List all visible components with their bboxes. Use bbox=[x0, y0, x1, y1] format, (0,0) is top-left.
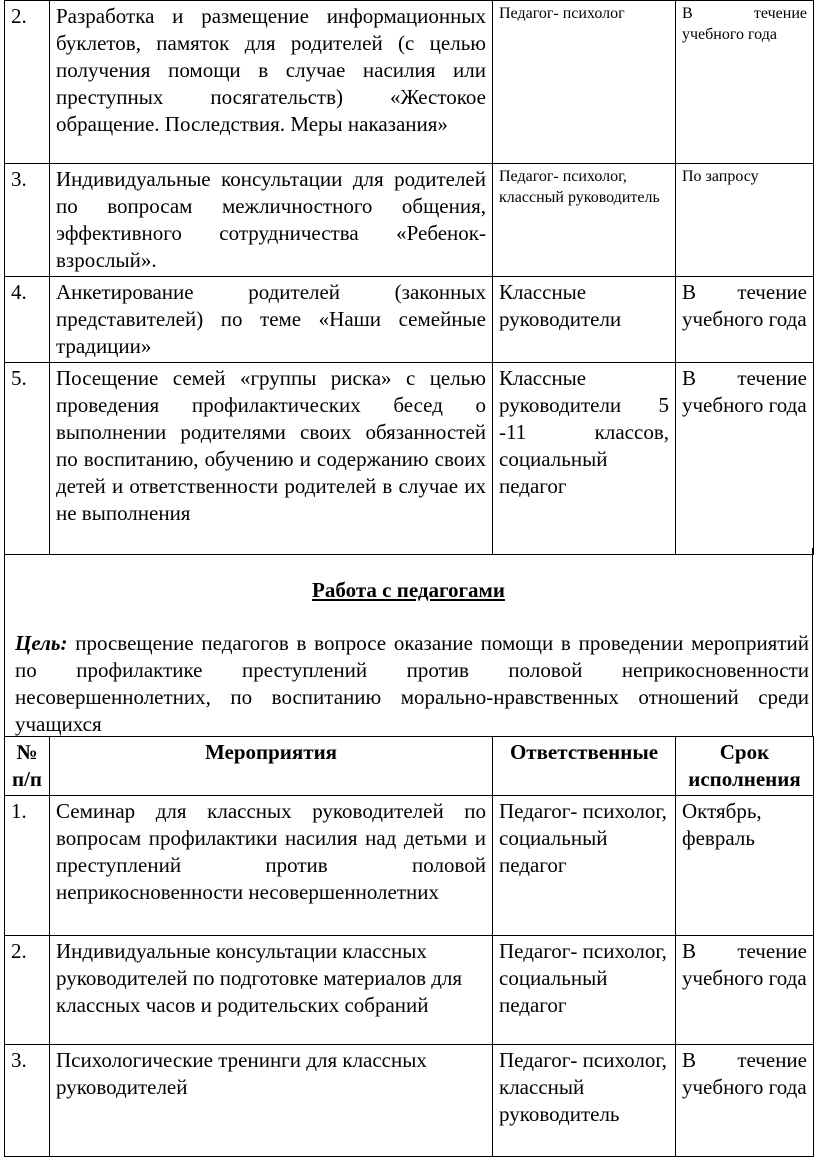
responsible-cell: Педагог- психолог, классный руководитель bbox=[493, 1045, 676, 1157]
table-header-row bbox=[5, 737, 814, 796]
table-row bbox=[5, 936, 814, 1045]
responsible-cell: Классные руководители bbox=[493, 277, 676, 363]
responsible-cell: Педагог- психолог, социальный педагог bbox=[493, 936, 676, 1045]
parents-work-table bbox=[4, 0, 814, 555]
term-cell: По запросу bbox=[676, 164, 814, 277]
term-cell: Октябрь, февраль bbox=[676, 796, 814, 936]
term-cell: В течение учебного года bbox=[676, 363, 814, 555]
table-row bbox=[5, 164, 814, 277]
table-row bbox=[5, 1, 814, 164]
row-number: 2. bbox=[5, 936, 50, 1045]
row-number: 4. bbox=[5, 277, 50, 363]
section-title: Работа с педагогами bbox=[312, 578, 505, 602]
teachers-work-table bbox=[4, 736, 814, 1157]
activity-cell: Посещение семей «группы риска» с целью проведения профилактических бесед о выполнении родителями своих обязанностей по воспитанию, обучению и содержанию своих детей и ответственности родителей в случае их не выполнения bbox=[50, 363, 493, 555]
header-num: № п/п bbox=[5, 737, 50, 796]
activity-cell: Индивидуальные консультации для родителей по вопросам межличностного общения, эффективного сотрудничества «Ребенок-взрослый». bbox=[50, 164, 493, 277]
responsible-cell: Педагог- психолог bbox=[493, 1, 676, 164]
row-number: 2. bbox=[5, 1, 50, 164]
row-number: 3. bbox=[5, 1045, 50, 1157]
activity-cell: Разработка и размещение информационных буклетов, памяток для родителей (с целью получения помощи в случае насилия или преступных посягательств) «Жестокое обращение. Последствия. Меры наказания» bbox=[50, 1, 493, 164]
term-cell: В течение учебного года bbox=[676, 277, 814, 363]
row-number: 5. bbox=[5, 363, 50, 555]
row-number: 1. bbox=[5, 796, 50, 936]
header-responsible: Ответственные bbox=[493, 737, 676, 796]
section-goal bbox=[15, 630, 809, 738]
term-cell: В течение учебного года bbox=[676, 936, 814, 1045]
header-term: Срок исполнения bbox=[676, 737, 814, 796]
activity-cell: Семинар для классных руководителей по вопросам профилактики насилия над детьми и преступлений против половой неприкосновенности несовершеннолетних bbox=[50, 796, 493, 936]
section-block bbox=[4, 548, 813, 736]
activity-cell: Индивидуальные консультации классных руководителей по подготовке материалов для классных часов и родительских собраний bbox=[50, 936, 493, 1045]
term-cell: В течение учебного года bbox=[676, 1, 814, 164]
activity-cell: Психологические тренинги для классных руководителей bbox=[50, 1045, 493, 1157]
goal-label: Цель: bbox=[15, 631, 68, 655]
table-row bbox=[5, 1045, 814, 1157]
term-cell: В течение учебного года bbox=[676, 1045, 814, 1157]
goal-text: просвещение педагогов в вопросе оказание помощи в проведении мероприятий по профилактике преступлений против половой неприкосновенности несовершеннолетних, по воспитанию морально-нравственных отношений среди учащихся bbox=[15, 631, 809, 736]
table-row bbox=[5, 277, 814, 363]
table-row bbox=[5, 796, 814, 936]
activity-cell: Анкетирование родителей (законных представителей) по теме «Наши семейные традиции» bbox=[50, 277, 493, 363]
responsible-cell: Классные руководители 5 -11 классов, социальный педагог bbox=[493, 363, 676, 555]
responsible-cell: Педагог- психолог, классный руководитель bbox=[493, 164, 676, 277]
responsible-cell: Педагог- психолог, социальный педагог bbox=[493, 796, 676, 936]
header-activity: Мероприятия bbox=[50, 737, 493, 796]
table-row bbox=[5, 363, 814, 555]
row-number: 3. bbox=[5, 164, 50, 277]
